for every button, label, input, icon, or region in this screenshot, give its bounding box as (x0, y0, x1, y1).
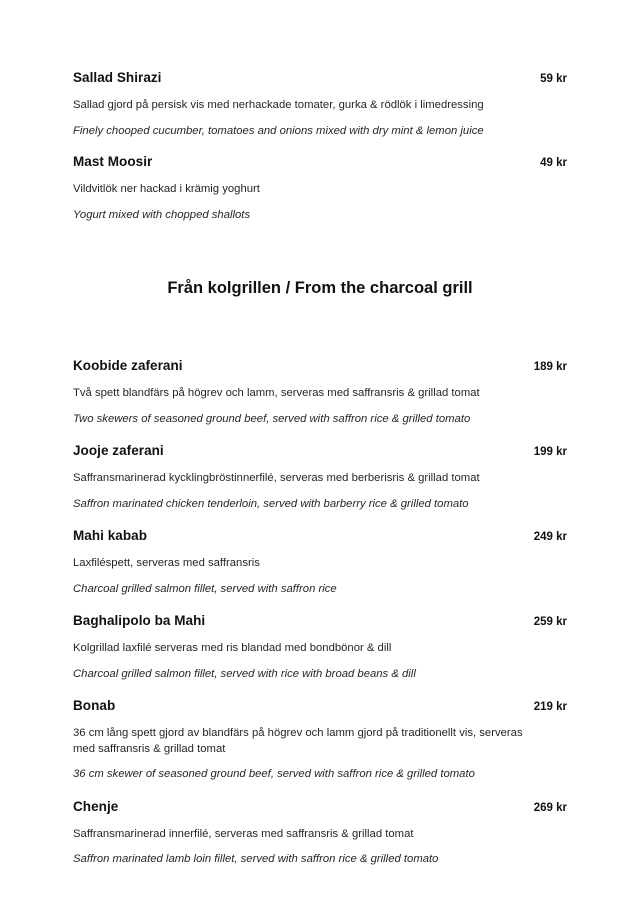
menu-item-name: Koobide zaferani (73, 358, 183, 373)
menu-item-description-en: Charcoal grilled salmon fillet, served with rice with broad beans & dill (73, 667, 416, 680)
menu-item-price: 249 kr (533, 531, 567, 543)
menu-item-name: Sallad Shirazi (73, 70, 162, 85)
menu-item-name: Bonab (73, 698, 116, 713)
menu-item-header (73, 152, 567, 173)
menu-item-description-sv: Två spett blandfärs på högrev och lamm, serveras med saffransris & grillad tomat (73, 387, 480, 399)
menu-item-description-en: 36 cm skewer of seasoned ground beef, served with saffron rice & grilled tomato (73, 768, 475, 780)
page-top-spacer (73, 0, 567, 68)
menu-item-description-sv: Vildvitlök ner hackad i krämig yoghurt (73, 183, 260, 195)
menu-group-starters (73, 68, 567, 223)
menu-item (73, 356, 567, 427)
section-heading-wrapper (73, 277, 567, 299)
menu-item (73, 696, 567, 783)
menu-item-description-en: Saffron marinated chicken tenderloin, served with barberry rice & grilled tomato (73, 497, 469, 510)
menu-item-name: Baghalipolo ba Mahi (73, 613, 206, 628)
menu-item-price: 49 kr (540, 157, 567, 169)
menu-item-name: Mahi kabab (73, 528, 148, 543)
menu-item-header (73, 356, 567, 377)
menu-item-description-sv: Saffransmarinerad kycklingbröstinnerfilé, serveras med berberisris & grillad tomat (73, 472, 480, 484)
menu-item-name: Chenje (73, 798, 119, 814)
menu-item (73, 152, 567, 223)
menu-item-name: Mast Moosir (73, 154, 153, 169)
menu-item-description-en: Two skewers of seasoned ground beef, served with saffron rice & grilled tomato (73, 412, 471, 425)
menu-item-description-en: Charcoal grilled salmon fillet, served with saffron rice (73, 582, 337, 595)
menu-item-header (73, 611, 567, 632)
menu-item-description-sv: Kolgrillad laxfilé serveras med ris blandad med bondbönor & dill (73, 642, 392, 654)
menu-item-header (73, 68, 567, 89)
menu-item-description-en: Yogurt mixed with chopped shallots (73, 208, 251, 221)
menu-item-price: 219 kr (533, 701, 567, 713)
menu-item-description-sv: Laxfiléspett, serveras med saffransris (73, 557, 260, 569)
menu-item-description-sv: Saffransmarinerad innerfilé, serveras med saffransris & grillad tomat (73, 827, 414, 840)
menu-item-description-en: Saffron marinated lamb loin fillet, served with saffron rice & grilled tomato (73, 853, 439, 865)
menu-item-price: 269 kr (533, 801, 567, 814)
menu-item (73, 68, 567, 139)
section-heading-charcoal-grill: Från kolgrillen / From the charcoal grill (167, 279, 473, 297)
menu-item-price: 189 kr (533, 361, 567, 373)
menu-item-header (73, 797, 567, 818)
menu-item (73, 611, 567, 682)
menu-group-charcoal-grill (73, 356, 567, 868)
menu-item-name: Jooje zaferani (73, 443, 164, 458)
menu-item-price: 259 kr (533, 616, 567, 628)
menu-item-description-sv: Sallad gjord på persisk vis med nerhackade tomater, gurka & rödlök i limedressing (73, 99, 484, 111)
menu-item-description-sv: 36 cm lång spett gjord av blandfärs på högrev och lamm gjord på traditionellt vis, serveras med saffransris & grillad tomat (73, 727, 523, 755)
menu-item-header (73, 526, 567, 547)
menu-item-description-en: Finely chooped cucumber, tomatoes and onions mixed with dry mint & lemon juice (73, 124, 484, 137)
menu-item-header (73, 441, 567, 462)
menu-item (73, 441, 567, 512)
menu-item-price: 199 kr (533, 446, 567, 458)
menu-item-header (73, 696, 567, 717)
menu-item-price: 59 kr (540, 73, 567, 85)
menu-item (73, 797, 567, 868)
menu-item (73, 526, 567, 597)
